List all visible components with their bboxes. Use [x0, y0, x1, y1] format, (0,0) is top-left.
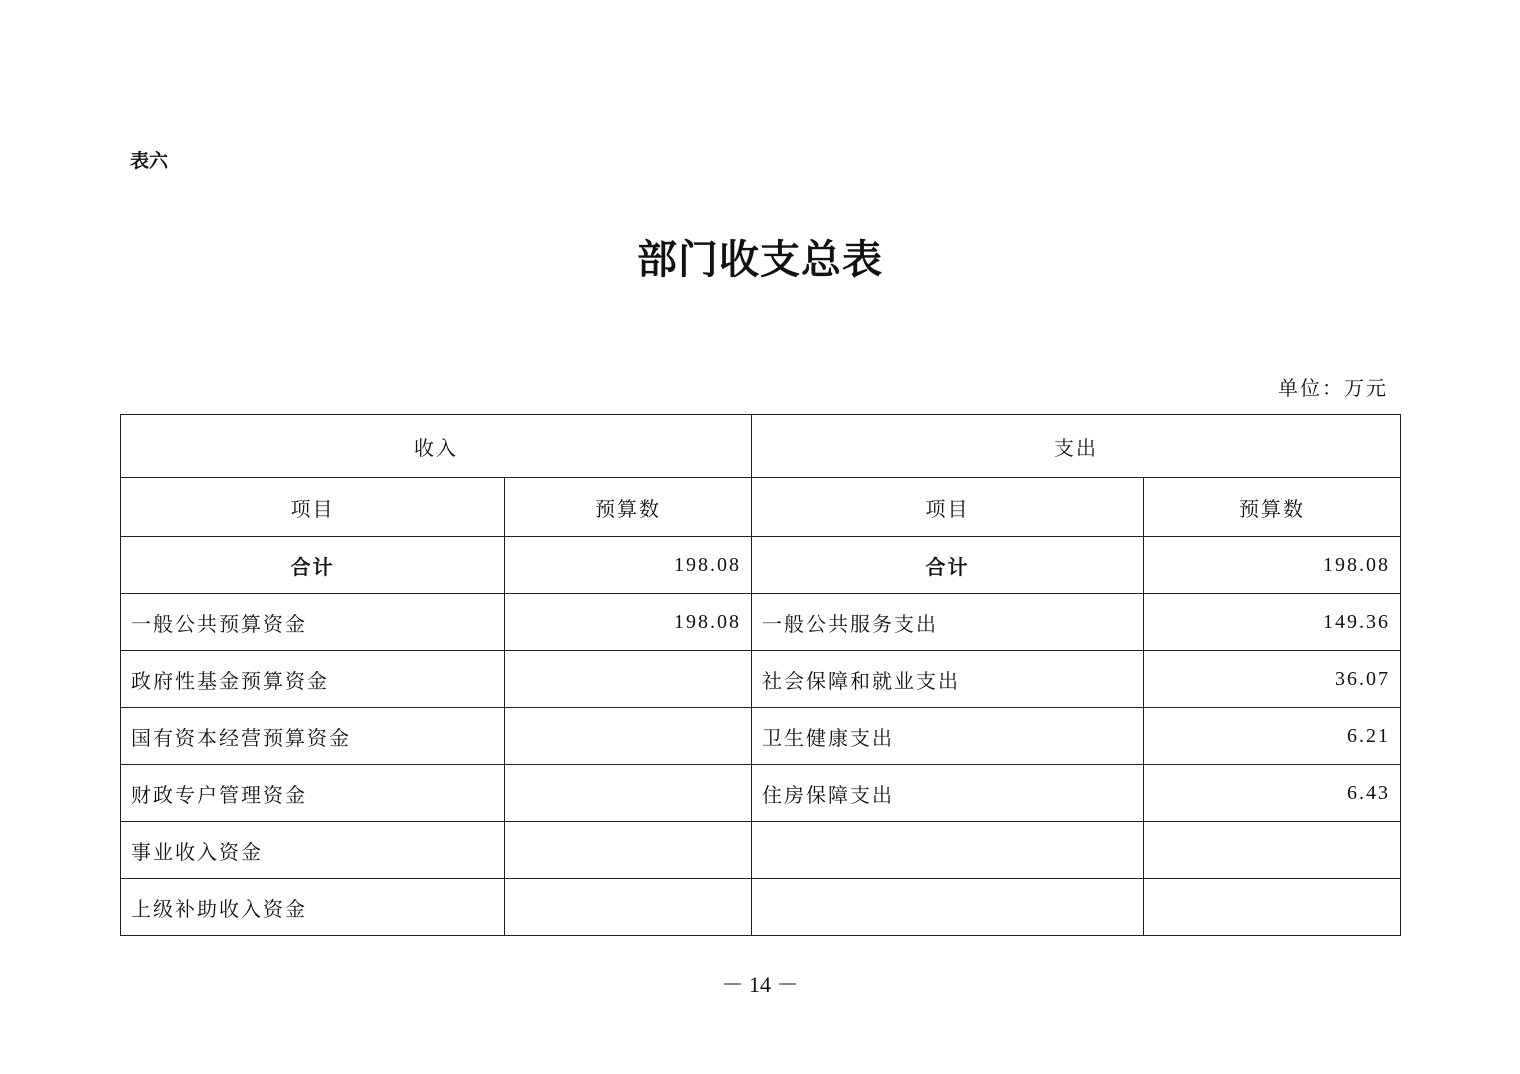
income-item: 政府性基金预算资金 [121, 651, 505, 708]
expense-value: 6.43 [1144, 765, 1401, 822]
expense-value [1144, 879, 1401, 936]
income-item: 一般公共预算资金 [121, 594, 505, 651]
income-budget-header: 预算数 [505, 478, 752, 537]
table-row [121, 765, 1401, 822]
income-value [505, 651, 752, 708]
income-value [505, 708, 752, 765]
expense-item: 社会保障和就业支出 [752, 651, 1144, 708]
income-value: 198.08 [505, 594, 752, 651]
income-item: 财政专户管理资金 [121, 765, 505, 822]
table-header-row [121, 415, 1401, 478]
expense-value: 36.07 [1144, 651, 1401, 708]
income-total-label: 合计 [121, 537, 505, 594]
income-item: 国有资本经营预算资金 [121, 708, 505, 765]
expense-header: 支出 [752, 415, 1401, 478]
income-item: 事业收入资金 [121, 822, 505, 879]
table-row [121, 879, 1401, 936]
expense-item: 一般公共服务支出 [752, 594, 1144, 651]
expense-item [752, 822, 1144, 879]
income-value [505, 879, 752, 936]
expense-total-label: 合计 [752, 537, 1144, 594]
expense-value [1144, 822, 1401, 879]
income-item: 上级补助收入资金 [121, 879, 505, 936]
income-header: 收入 [121, 415, 752, 478]
table-row [121, 651, 1401, 708]
income-value [505, 822, 752, 879]
table-subheader-row [121, 478, 1401, 537]
expense-value: 6.21 [1144, 708, 1401, 765]
page-title: 部门收支总表 [637, 236, 883, 283]
table-label: 表六 [130, 150, 169, 172]
expense-total-value: 198.08 [1144, 537, 1401, 594]
table-row [121, 594, 1401, 651]
total-row [121, 537, 1401, 594]
expense-item: 住房保障支出 [752, 765, 1144, 822]
expense-item-header: 项目 [752, 478, 1144, 537]
budget-table [120, 414, 1401, 936]
page-number: － 14 － [721, 972, 799, 997]
expense-item [752, 879, 1144, 936]
income-value [505, 765, 752, 822]
income-total-value: 198.08 [505, 537, 752, 594]
expense-value: 149.36 [1144, 594, 1401, 651]
table-row [121, 822, 1401, 879]
unit-label: 单位：万元 [1278, 376, 1388, 400]
table-row [121, 708, 1401, 765]
expense-item: 卫生健康支出 [752, 708, 1144, 765]
income-item-header: 项目 [121, 478, 505, 537]
expense-budget-header: 预算数 [1144, 478, 1401, 537]
